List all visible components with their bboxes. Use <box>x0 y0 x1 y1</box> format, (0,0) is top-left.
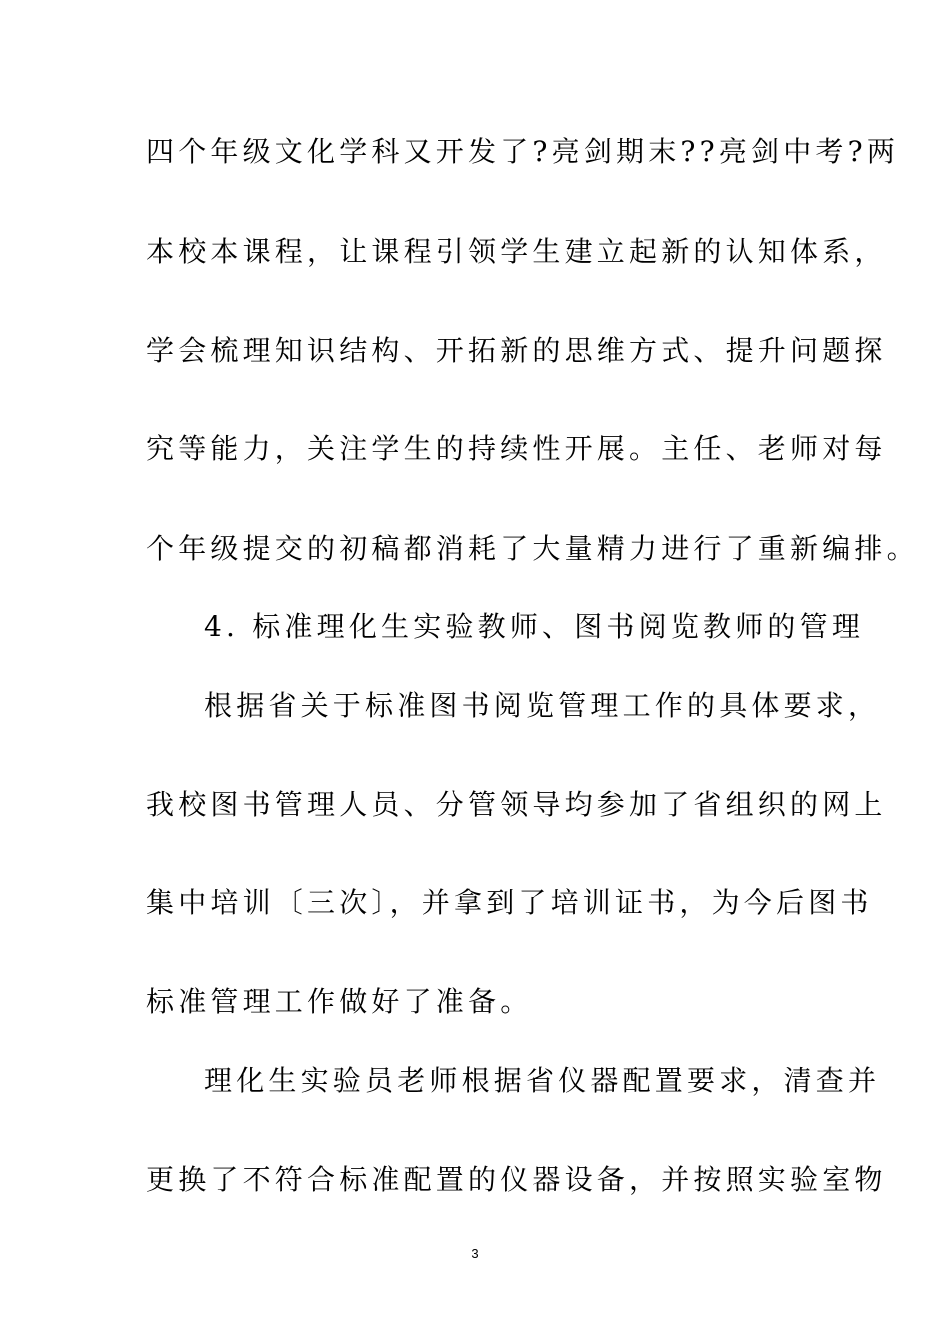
paragraph-line: 个年级提交的初稿都消耗了大量精力进行了重新编排。 <box>146 532 919 565</box>
section-heading: 4. 标准理化生实验教师、图书阅览教师的管理 <box>204 610 865 643</box>
paragraph-line: 集中培训〔三次〕，并拿到了培训证书，为今后图书 <box>146 886 873 919</box>
paragraph-line: 标准管理工作做好了准备。 <box>146 985 533 1018</box>
paragraph-line: 究等能力，关注学生的持续性开展。主任、老师对每 <box>146 432 887 465</box>
page-number: 3 <box>471 1246 479 1261</box>
paragraph-line: 本校本课程，让课程引领学生建立起新的认知体系， <box>146 235 887 268</box>
paragraph-line: 更换了不符合标准配置的仪器设备，并按照实验室物 <box>146 1163 887 1196</box>
paragraph-line: 理化生实验员老师根据省仪器配置要求，清查并 <box>204 1064 881 1097</box>
paragraph-line: 四个年级文化学科又开发了?亮剑期末??亮剑中考?两 <box>146 135 900 168</box>
paragraph-line: 我校图书管理人员、分管领导均参加了省组织的网上 <box>146 788 887 821</box>
paragraph-line: 学会梳理知识结构、开拓新的思维方式、提升问题探 <box>146 334 887 367</box>
paragraph-line: 根据省关于标准图书阅览管理工作的具体要求， <box>204 689 881 722</box>
